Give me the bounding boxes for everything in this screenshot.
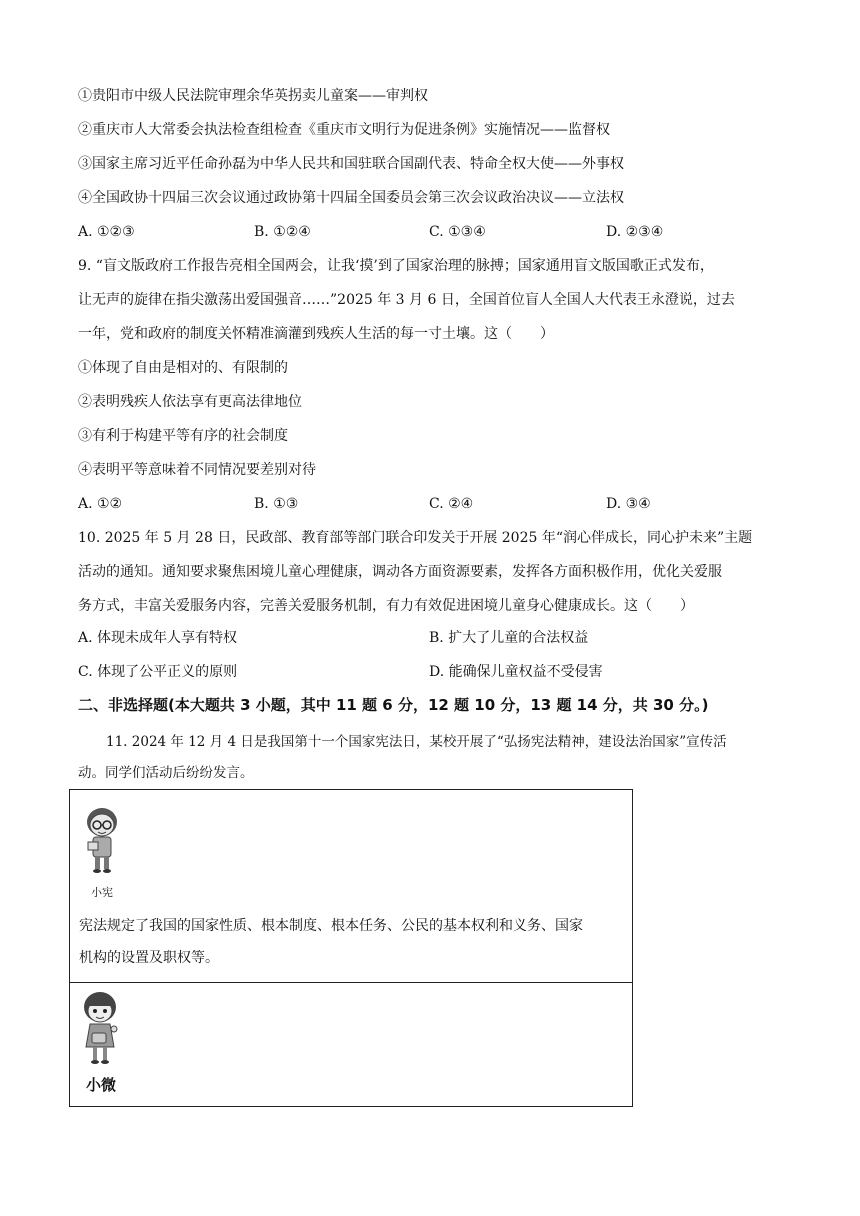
q9-item-3: ③有利于构建平等有序的社会制度 xyxy=(78,428,288,444)
q8-item-1: ①贵阳市中级人民法院审理余华英拐卖儿童案——审判权 xyxy=(78,88,428,104)
q10-stem-line-2: 活动的通知。通知要求聚焦困境儿童心理健康，调动各方面资源要素，发挥各方面积极作用，优化关爱服 xyxy=(78,564,722,580)
q9-stem-line-3: 一年，党和政府的制度关怀精准滴灌到残疾人生活的每一寸土壤。这（ ） xyxy=(78,326,554,342)
speaker-1-name: 小宪 xyxy=(91,886,113,899)
q9-item-1: ①体现了自由是相对的、有限制的 xyxy=(78,360,288,376)
q11-stem-line-1: 11. 2024 年 12 月 4 日是我国第十一个国家宪法日，某校开展了“弘扬宪法精神，建设法治国家”宣传活 xyxy=(106,734,727,750)
q9-option-d: D. ③④ xyxy=(606,496,651,512)
q9-option-b: B. ①③ xyxy=(254,496,299,512)
boy-avatar-icon xyxy=(80,804,124,876)
girl-avatar-icon xyxy=(78,989,122,1069)
q10-option-b: B. 扩大了儿童的合法权益 xyxy=(429,630,589,646)
speaker-1-text-line-2: 机构的设置及职权等。 xyxy=(79,950,219,966)
q9-item-4: ④表明平等意味着不同情况要差别对待 xyxy=(78,462,316,478)
q10-option-a: A. 体现未成年人享有特权 xyxy=(78,630,238,646)
speech-row-xiaowei xyxy=(70,983,632,1106)
q9-option-c: C. ②④ xyxy=(429,496,474,512)
speech-row-xiaoxian xyxy=(70,790,632,983)
speaker-2-name: 小微 xyxy=(86,1076,117,1094)
q8-item-2: ②重庆市人大常委会执法检查组检查《重庆市文明行为促进条例》实施情况——监督权 xyxy=(78,122,610,138)
q9-stem-line-2: 让无声的旋律在指尖激荡出爱国强音……”2025 年 3 月 6 日，全国首位盲人全国人大代表王永澄说，过去 xyxy=(78,292,735,308)
speaker-1-text-line-1: 宪法规定了我国的国家性质、根本制度、根本任务、公民的基本权利和义务、国家 xyxy=(79,918,583,934)
q11-stem-line-2: 动。同学们活动后纷纷发言。 xyxy=(78,765,254,781)
q8-option-b: B. ①②④ xyxy=(254,224,311,240)
q8-option-a: A. ①②③ xyxy=(78,224,135,240)
q9-option-a: A. ①② xyxy=(78,496,123,512)
speech-table xyxy=(69,789,633,1107)
q10-option-d: D. 能确保儿童权益不受侵害 xyxy=(429,664,603,680)
q8-option-d: D. ②③④ xyxy=(606,224,664,240)
q8-item-4: ④全国政协十四届三次会议通过政协第十四届全国委员会第三次会议政治决议——立法权 xyxy=(78,190,624,206)
section-2-heading: 二、非选择题(本大题共 3 小题，其中 11 题 6 分，12 题 10 分，13 题 14 分，共 30 分。) xyxy=(78,696,709,714)
q8-option-c: C. ①③④ xyxy=(429,224,486,240)
q10-stem-line-3: 务方式，丰富关爱服务内容，完善关爱服务机制，有力有效促进困境儿童身心健康成长。这（ ） xyxy=(78,598,694,614)
q10-stem-line-1: 10. 2025 年 5 月 28 日，民政部、教育部等部门联合印发关于开展 2025 年“润心伴成长，同心护未来”主题 xyxy=(78,530,753,546)
q8-item-3: ③国家主席习近平任命孙磊为中华人民共和国驻联合国副代表、特命全权大使——外事权 xyxy=(78,156,624,172)
q10-option-c: C. 体现了公平正义的原则 xyxy=(78,664,238,680)
q9-item-2: ②表明残疾人依法享有更高法律地位 xyxy=(78,394,302,410)
q9-stem-line-1: 9. “盲文版政府工作报告亮相全国两会，让我‘摸’到了国家治理的脉搏；国家通用盲文版国歌正式发布， xyxy=(78,258,714,274)
